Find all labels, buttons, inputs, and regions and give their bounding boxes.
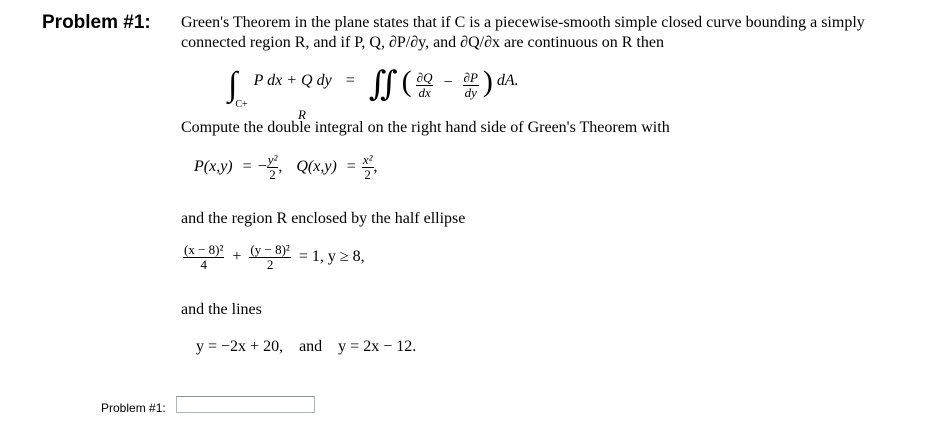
dq-dx-fraction <box>416 69 434 100</box>
ellipse-y-fraction <box>249 244 290 271</box>
ellipse-plus: + <box>232 248 242 266</box>
line-integral-sign: ∫ <box>228 66 238 103</box>
pq-definitions <box>194 154 378 181</box>
dp-dy-fraction <box>463 69 479 100</box>
p-function-label: P(x,y) <box>194 158 233 176</box>
answer-label: Problem #1: <box>101 401 166 415</box>
intro-line-1: Green's Theorem in the plane states that if C is a piecewise-smooth simple closed curve bounding a simply <box>181 14 865 31</box>
da-term: dA. <box>496 72 519 89</box>
region-text: and the region R enclosed by the half ellipse <box>181 210 466 227</box>
ellipse-rhs: = 1, y ≥ 8, <box>298 248 365 266</box>
problem-heading: Problem #1: <box>42 12 151 33</box>
q-equals: = <box>346 158 356 176</box>
p-comma: , <box>278 158 283 176</box>
p-equals: = <box>242 158 252 176</box>
dx-denominator: dx <box>418 84 431 100</box>
ellipse-equation <box>183 244 365 271</box>
p-denominator: 2 <box>269 167 276 182</box>
ellipse-x-denominator: 4 <box>200 257 207 272</box>
minus-sign: − <box>443 74 453 91</box>
p-negative-sign: − <box>257 158 267 176</box>
ellipse-x-fraction <box>183 244 224 271</box>
double-integral-sign: ∬ <box>368 66 398 103</box>
intro-line-2: connected region R, and if P, Q, ∂P/∂y, and ∂Q/∂x are continuous on R then <box>181 34 664 51</box>
ellipse-y-denominator: 2 <box>266 257 274 272</box>
q-fraction <box>362 154 374 181</box>
equals-sign: = <box>345 72 355 89</box>
dy-denominator: dy <box>464 84 477 100</box>
dp-numerator: ∂P <box>463 69 478 85</box>
contour-subscript: C+ <box>235 99 248 110</box>
answer-input[interactable] <box>176 396 315 413</box>
p-fraction <box>267 154 279 181</box>
region-r-subscript: R <box>298 107 306 122</box>
dq-numerator: ∂Q <box>416 69 433 85</box>
greens-theorem-formula: $\int_{C+}$ P dx + Q dy = ∬ ( $\frac{\partial Q}{dx}$ − $\frac{\partial P}{dy}$ ) dA. <box>228 65 519 110</box>
q-comma: , <box>373 158 378 176</box>
q-numerator: x² <box>362 152 373 167</box>
p-numerator: y² <box>267 152 278 167</box>
lines-text: and the lines <box>181 301 262 318</box>
lhs-expression: P dx + Q dy <box>253 72 332 89</box>
lines-equation: y = −2x + 20, and y = 2x − 12. <box>196 338 417 355</box>
q-function-label: Q(x,y) <box>296 158 337 176</box>
q-denominator: 2 <box>364 167 371 182</box>
ellipse-x-numerator: (x − 8)² <box>184 242 224 257</box>
ellipse-y-numerator: (y − 8)² <box>250 242 290 257</box>
compute-text: Compute the double integral on the right hand side of Green's Theorem with <box>181 119 670 136</box>
